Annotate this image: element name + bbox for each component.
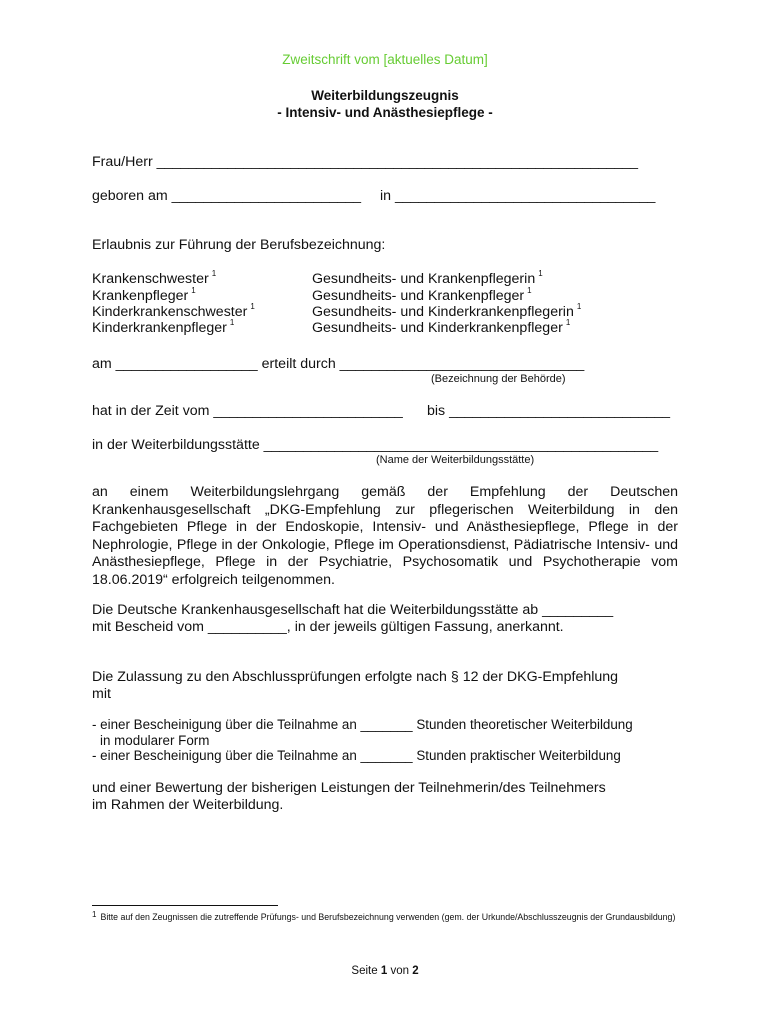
copy-note: Zweitschrift vom [aktuelles Datum]	[282, 52, 488, 67]
birthdate-field[interactable]: geboren am ________________________	[92, 188, 362, 204]
job-title-option[interactable]: Kinderkrankenschwester $^1$	[92, 302, 255, 320]
assessment-line-1: und einer Bewertung der bisherigen Leistungen der Teilnehmerin/des Teilnehmers	[92, 780, 606, 796]
name-field[interactable]: Frau/Herr _____________________________________________________________	[92, 154, 638, 170]
document-subtitle: - Intensiv- und Anästhesiepflege -	[277, 105, 493, 120]
footnote	[92, 911, 678, 924]
footnote-marker: 1	[576, 302, 582, 311]
footnote-marker: 1	[527, 286, 532, 295]
footnote-number: 1	[92, 910, 97, 919]
footnote-marker: 1	[538, 269, 543, 278]
period-from-field[interactable]: hat in der Zeit vom ________________________	[92, 403, 403, 419]
footnote-marker: 1	[250, 302, 255, 311]
job-title-option[interactable]: Kinderkrankenpfleger $^1$	[92, 318, 235, 336]
practice-hours-item: - einer Bescheinigung über die Teilnahme an _______ Stunden praktischer Weiterbildung	[92, 748, 621, 763]
footnote-marker: 1	[229, 318, 235, 327]
theory-hours-item: - einer Bescheinigung über die Teilnahme an _______ Stunden theoretischer Weiterbildung	[92, 717, 633, 732]
authority-caption: (Bezeichnung der Behörde)	[431, 373, 566, 385]
job-title-option[interactable]: Krankenpfleger $^1$	[92, 286, 196, 304]
footnote-marker: 1	[191, 286, 196, 295]
job-title-option[interactable]: Gesundheits- und Kinderkrankenpfleger $^1$	[312, 318, 571, 336]
granted-field[interactable]: am __________________ erteilt durch _______________________________	[92, 356, 585, 372]
job-title-option[interactable]: Gesundheits- und Krankenpfleger $^1$	[312, 286, 532, 304]
participation-paragraph: an einem Weiterbildungslehrgang gemäß der Empfehlung der Deutschen Krankenhausgesellschaft „DKG-Empfehlung zur pflegerischen Weiterbildung in den Fachgebieten Pflege in der Endoskopie, Intensiv- und Anästhesiepflege, Pflege in der Nephrologie, Pflege in der Onkologie, Pflege im Operationsdienst, Pädiatrische Intensiv- und Anästhesiepflege, Pflege in der Psychiatrie, Psychosomatik und Psychotherapie vom 18.06.2019“ erfolgreich teilgenommen.	[92, 484, 678, 588]
institution-caption: (Name der Weiterbildungsstätte)	[376, 454, 535, 466]
footnote-marker: 1	[211, 269, 217, 278]
admission-line-1: Die Zulassung zu den Abschlussprüfungen erfolgte nach § 12 der DKG-Empfehlung	[92, 669, 619, 685]
period-to-field[interactable]: bis ____________________________	[427, 403, 671, 419]
job-title-option[interactable]: Krankenschwester $^1$	[92, 269, 217, 287]
birthplace-field[interactable]: in _________________________________	[380, 188, 656, 204]
recognition-line-1: Die Deutsche Krankenhausgesellschaft hat die Weiterbildungsstätte ab _________	[92, 602, 614, 618]
assessment-line-2: im Rahmen der Weiterbildung.	[92, 797, 284, 813]
footnote-marker: 1	[565, 318, 571, 327]
job-title-option[interactable]: Gesundheits- und Kinderkrankenpflegerin $^1$	[312, 302, 582, 320]
theory-hours-item-cont: in modularer Form	[100, 733, 210, 748]
footnote-text: Bitte auf den Zeugnissen die zutreffende Prüfungs- und Berufsbezeichnung verwenden (gem. der Urkunde/Abschlusszeugnis der Grundausbildung)	[100, 912, 676, 922]
footnote-divider	[92, 905, 278, 906]
recognition-line-2: mit Bescheid vom __________, in der jeweils gültigen Fassung, anerkannt.	[92, 619, 564, 635]
institution-field[interactable]: in der Weiterbildungsstätte __________________________________________________	[92, 437, 659, 453]
document-title: Weiterbildungszeugnis	[311, 88, 459, 103]
permission-heading: Erlaubnis zur Führung der Berufsbezeichnung:	[92, 237, 386, 253]
page-number: Seite 1 von 2	[351, 965, 419, 977]
admission-line-2: mit	[92, 686, 111, 702]
job-title-option[interactable]: Gesundheits- und Krankenpflegerin $^1$	[312, 269, 543, 287]
